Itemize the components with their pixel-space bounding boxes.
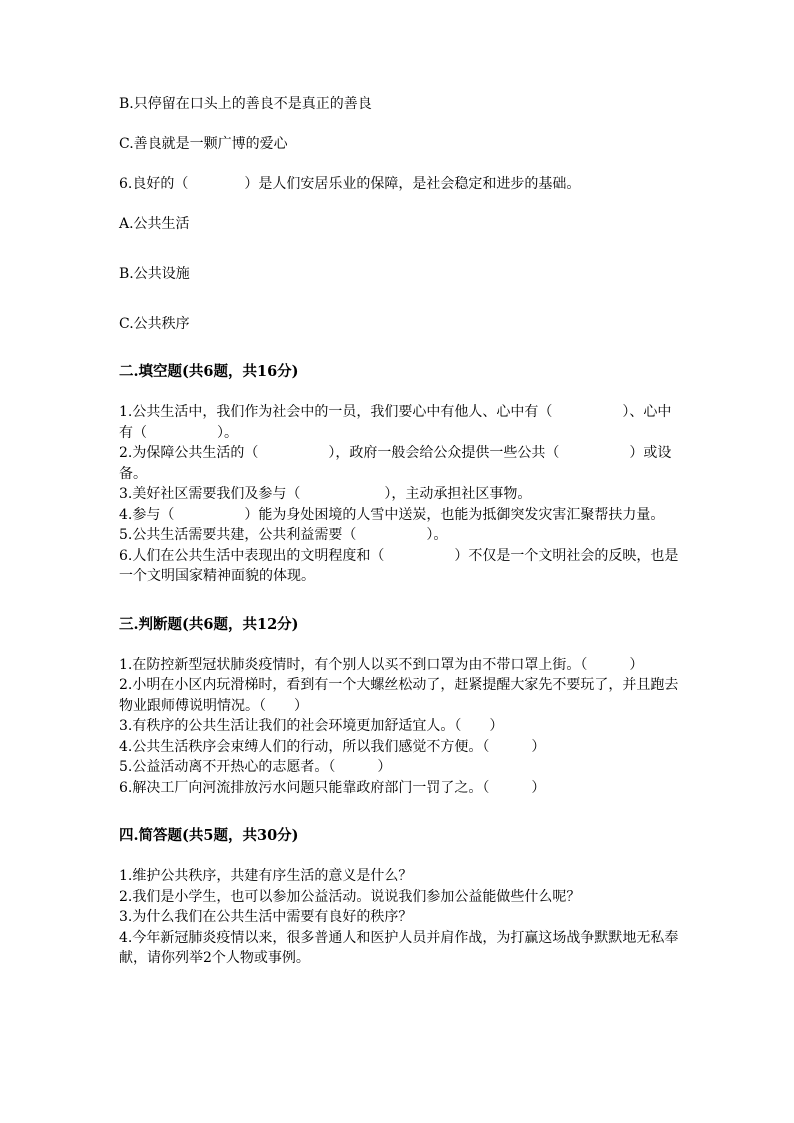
section-title-fill-blank: 二.填空题(共6题，共16分) (119, 363, 299, 380)
section-title-short-answer: 四.简答题(共5题，共30分) (119, 827, 299, 844)
fill-blank-list (119, 402, 679, 587)
short-answer-item: 4.今年新冠肺炎疫情以来，很多普通人和医护人员并肩作战，为打赢这场战争默默地无私奉献，请你列举2个人物或事例。 (119, 929, 679, 966)
option-b-kindness: B.只停留在口头上的善良不是真正的善良 (119, 96, 372, 112)
fill-blank-item: 1.公共生活中，我们作为社会中的一员，我们要心中有他人、心中有（ ）、心中有（ ）。 (119, 404, 672, 441)
fill-blank-item: 4.参与（ ）能为身处困境的人雪中送炭，也能为抵御突发灾害汇聚帮扶力量。 (119, 506, 665, 523)
question-6-option-b: B.公共设施 (119, 266, 190, 282)
section-title-true-false: 三.判断题(共6题，共12分) (119, 615, 299, 633)
question-6-option-c: C.公共秩序 (119, 316, 190, 332)
fill-blank-item: 2.为保障公共生活的（ ），政府一般会给公众提供一些公共（ ）或设备。 (119, 445, 672, 482)
question-6-option-a: A.公共生活 (119, 216, 190, 232)
fill-blank-item: 6.人们在公共生活中表现出的文明程度和（ ）不仅是一个文明社会的反映，也是一个文明国家精神面貌的体现。 (119, 547, 679, 584)
short-answer-list (119, 866, 679, 969)
exam-page (119, 94, 679, 969)
short-answer-item: 3.为什么我们在公共生活中需要有良好的秩序？ (119, 909, 413, 925)
true-false-item: 2.小明在小区内玩滑梯时，看到有一个大螺丝松动了，赶紧提醒大家先不要玩了，并且跑去物业跟师傅说明情况。（ ） (119, 677, 679, 714)
short-answer-item: 1.维护公共秩序，共建有序生活的意义是什么？ (119, 868, 413, 884)
true-false-item: 3.有秩序的公共生活让我们的社会环境更加舒适宜人。（ ） (119, 718, 504, 734)
question-6-stem: 6.良好的（ ）是人们安居乐业的保障，是社会稳定和进步的基础。 (119, 176, 581, 192)
true-false-item: 4.公共生活秩序会束缚人们的行动，所以我们感觉不方便。（ ） (119, 738, 546, 755)
fill-blank-item: 3.美好社区需要我们及参与（ ），主动承担社区事物。 (119, 486, 532, 502)
true-false-item: 1.在防控新型冠状肺炎疫情时，有个别人以买不到口罩为由不带口罩上街。（ ） (119, 656, 644, 673)
fill-blank-item: 5.公共生活需要共建，公共利益需要（ ）。 (119, 527, 448, 543)
true-false-list (119, 655, 679, 799)
short-answer-item: 2.我们是小学生，也可以参加公益活动。说说我们参加公益能做些什么呢？ (119, 888, 581, 905)
true-false-item: 5.公益活动离不开热心的志愿者。（ ） (119, 759, 392, 775)
option-c-kindness: C.善良就是一颗广博的爱心 (119, 136, 288, 152)
true-false-item: 6.解决工厂向河流排放污水问题只能靠政府部门一罚了之。（ ） (119, 779, 546, 796)
